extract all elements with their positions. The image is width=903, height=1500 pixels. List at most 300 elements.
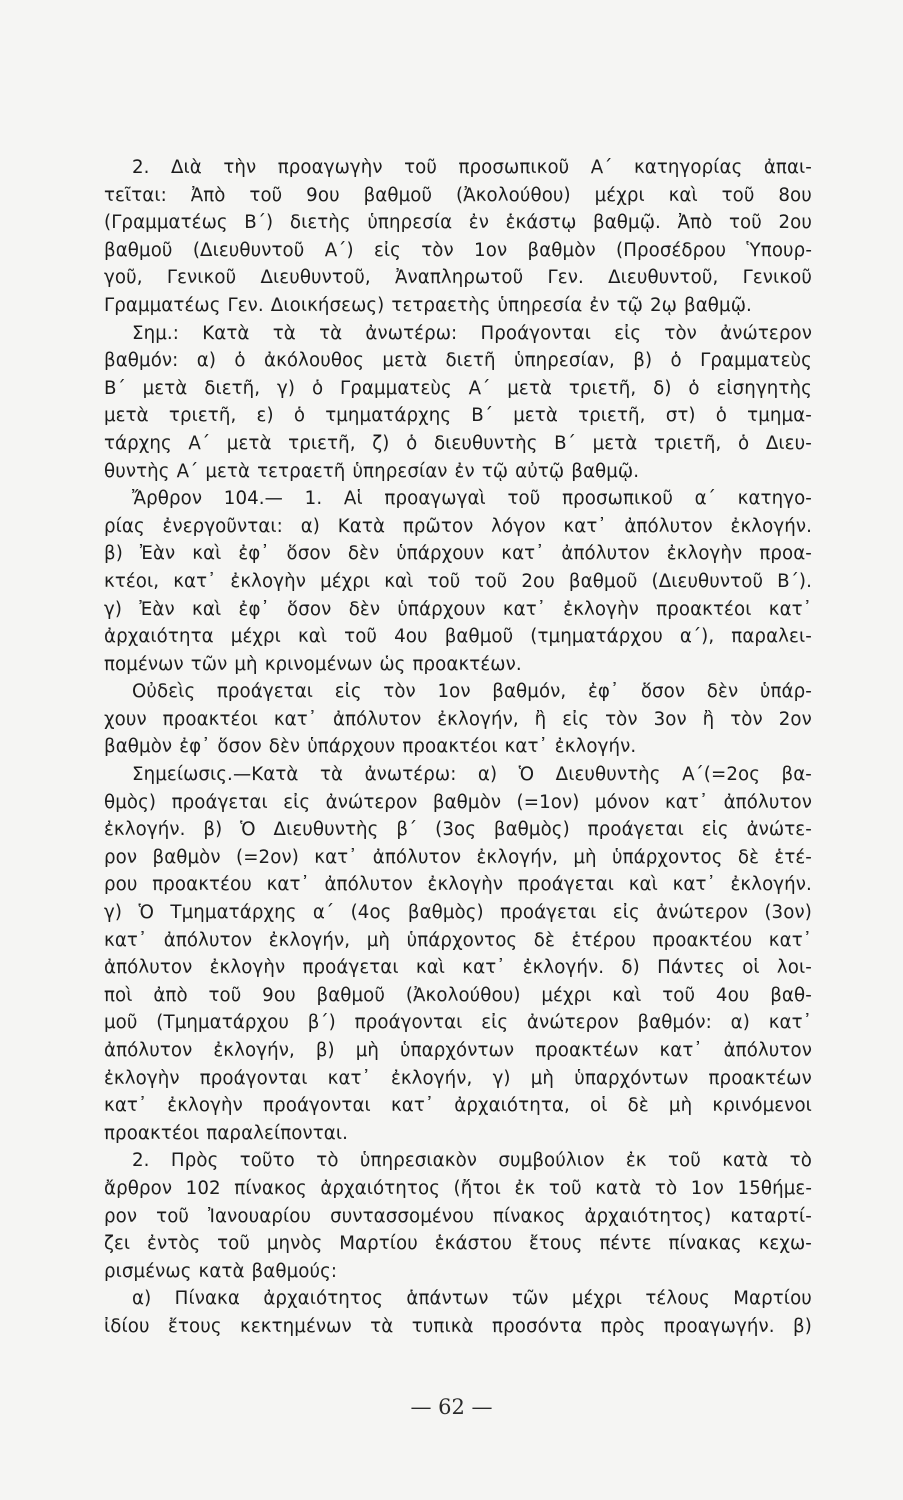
word: α) bbox=[477, 764, 498, 786]
page-number: — 62 — bbox=[410, 1395, 493, 1419]
word: τριετῆ, bbox=[288, 432, 356, 454]
word: πίνακος bbox=[234, 1177, 307, 1199]
word: Προάγονται bbox=[480, 322, 591, 344]
word: Τμηματάρχης bbox=[170, 902, 297, 924]
word: τὰ bbox=[272, 322, 296, 344]
word: ἑτέ- bbox=[774, 846, 812, 868]
text-line bbox=[104, 264, 812, 292]
word: τὸν bbox=[664, 322, 697, 344]
word: Ἀπὸ bbox=[190, 184, 226, 206]
word: ἢ bbox=[702, 708, 715, 730]
word: βαθμῷ. bbox=[684, 294, 752, 316]
word: α΄ bbox=[694, 488, 716, 510]
word: καταρτί- bbox=[730, 1205, 812, 1227]
word: Α΄) bbox=[324, 239, 354, 261]
word: τοῦ bbox=[404, 157, 438, 178]
word: τοῦ bbox=[474, 570, 508, 592]
word: τοῦ bbox=[721, 184, 755, 206]
word: (3ος bbox=[435, 819, 476, 841]
word: 102 bbox=[185, 1177, 221, 1199]
word: ὑπηρεσιακὸν bbox=[359, 1150, 478, 1172]
text-line bbox=[104, 1175, 812, 1203]
word: εἰς bbox=[373, 239, 401, 261]
word: συντασσομένου bbox=[330, 1205, 474, 1227]
text-line bbox=[104, 430, 812, 458]
word: πομένων bbox=[104, 653, 184, 675]
word: Κατὰ bbox=[202, 322, 250, 344]
word: (ἤτοι bbox=[453, 1177, 501, 1199]
word: διευθυντὴς bbox=[433, 432, 538, 454]
word: καὶ bbox=[612, 984, 642, 1006]
word: τὰ bbox=[370, 1315, 394, 1337]
word: τοῦ bbox=[217, 1233, 250, 1255]
word: προακτέοι bbox=[656, 598, 752, 620]
word: τῷ bbox=[616, 294, 643, 316]
word: ὅσον bbox=[217, 736, 262, 758]
word: κτέοι, bbox=[104, 570, 160, 592]
word: κατ᾿ bbox=[563, 515, 607, 537]
word: προακτέου bbox=[652, 929, 753, 951]
word: Ἐὰν bbox=[139, 598, 175, 620]
word: τριετῆ, bbox=[568, 377, 637, 399]
word: ὁ bbox=[234, 350, 246, 372]
word: τοῦ bbox=[156, 1205, 190, 1227]
word: οἱ bbox=[589, 1095, 608, 1117]
word: γ) bbox=[277, 377, 296, 399]
word: ἀρχαιότητα, bbox=[454, 1095, 570, 1117]
word: 1ον bbox=[690, 1177, 724, 1199]
word: ὅσον bbox=[287, 598, 332, 620]
word: κατ᾿ bbox=[664, 791, 709, 813]
word: δὲν bbox=[268, 736, 301, 758]
word: πρῶτον bbox=[402, 515, 474, 537]
word: β) bbox=[104, 543, 123, 565]
word: τὴν bbox=[223, 157, 257, 178]
word: ἀπόλυτον bbox=[163, 929, 253, 951]
word: μὴ bbox=[234, 653, 258, 675]
word: μετὰ bbox=[513, 405, 558, 427]
word: 2ῳ bbox=[650, 294, 678, 316]
word: δὲ bbox=[737, 846, 760, 868]
word: Ἰανουαρίου bbox=[208, 1205, 312, 1227]
word: Σημ.: bbox=[132, 322, 179, 344]
word: ὁ bbox=[293, 405, 306, 427]
word: βαθμοῦ bbox=[104, 239, 173, 261]
word: ἑτέρου bbox=[571, 929, 636, 951]
word: Α΄(=2ος bbox=[682, 764, 761, 786]
word: καὶ bbox=[192, 598, 222, 620]
word: ὑπηρεσίαν bbox=[352, 460, 448, 482]
word: προάγεται bbox=[587, 819, 684, 841]
word: (Διευθυντοῦ bbox=[192, 239, 305, 261]
word: βαθμόν: bbox=[104, 350, 179, 372]
word: παραλείπονται. bbox=[206, 1122, 349, 1144]
word: Διευθυντοῦ, bbox=[608, 267, 719, 289]
word: τὸν bbox=[730, 708, 763, 730]
word: 15θήμε- bbox=[737, 1177, 812, 1199]
text-line bbox=[104, 596, 812, 624]
word: ἢ bbox=[534, 708, 547, 730]
word: μετὰ bbox=[507, 377, 552, 399]
word: τὸ bbox=[789, 1150, 812, 1172]
word: βαθμοῦ bbox=[316, 984, 386, 1006]
word: διετῆ bbox=[445, 350, 496, 372]
word: κατ᾿ bbox=[502, 598, 546, 620]
word: ἐφ᾿ bbox=[179, 736, 211, 758]
word: τοῦ bbox=[507, 488, 541, 510]
text-line bbox=[104, 1147, 812, 1175]
word: Ὁ bbox=[240, 819, 256, 841]
word: ἀνώτερον bbox=[325, 791, 418, 813]
word: τὰ bbox=[319, 764, 344, 786]
word: α) bbox=[300, 515, 320, 537]
text-line bbox=[104, 209, 812, 237]
word: μοῦ bbox=[104, 1012, 138, 1034]
word: μόνον bbox=[594, 791, 650, 813]
word: (Διευθυντοῦ bbox=[651, 570, 764, 592]
text-line bbox=[104, 154, 812, 182]
word: ὑπηρεσία bbox=[497, 294, 583, 316]
text-line bbox=[104, 844, 812, 872]
word: προαγωγήν. bbox=[663, 1315, 775, 1337]
word: κατ᾿ bbox=[768, 929, 812, 951]
word: βαθμὸν bbox=[527, 239, 596, 261]
word: Μαρτίου bbox=[339, 1233, 418, 1255]
word: ἀνωτέρω: bbox=[364, 764, 457, 786]
word: μέχρι bbox=[320, 570, 371, 592]
word: ὑπηρεσίαν, bbox=[513, 350, 615, 372]
word: κατ᾿ bbox=[104, 929, 148, 951]
word: δὲ bbox=[627, 1095, 649, 1117]
word: ἰδίου bbox=[104, 1315, 150, 1337]
word: (Προσέδρου bbox=[616, 239, 727, 261]
word: βαθ- bbox=[770, 984, 812, 1006]
text-line bbox=[104, 375, 812, 403]
word: Μαρτίου bbox=[733, 1288, 812, 1310]
word: δ) bbox=[653, 377, 672, 399]
word: 2. bbox=[132, 1150, 150, 1172]
word: ἐκλογήν, bbox=[437, 708, 519, 730]
word: βαθμῷ. bbox=[593, 212, 661, 234]
word: Α΄ bbox=[176, 460, 199, 482]
word: εἰς bbox=[614, 322, 642, 344]
word: προσωπικοῦ bbox=[562, 488, 673, 510]
word: ἐκλογὴν bbox=[230, 570, 307, 592]
word: ὑπάρχοντος bbox=[611, 846, 723, 868]
word: ἀπόλυτον bbox=[561, 543, 650, 565]
word: Πρὸς bbox=[170, 1150, 219, 1172]
text-line bbox=[104, 402, 812, 430]
text-line bbox=[104, 237, 812, 265]
word: παραλει- bbox=[731, 626, 812, 648]
word: 8ου bbox=[778, 184, 812, 206]
word: γοῦ, bbox=[104, 267, 143, 289]
word: βαθμοῦ bbox=[568, 570, 638, 592]
word: ἀνώτερον bbox=[526, 1012, 619, 1034]
word: ἀνωτέρω: bbox=[365, 322, 458, 344]
word: ἑκάστου bbox=[434, 1233, 513, 1255]
word: ρου bbox=[104, 874, 138, 896]
word: Γραμματεὺς bbox=[700, 350, 812, 372]
word: ὁ bbox=[670, 350, 682, 372]
word: κρινομένων bbox=[264, 653, 373, 675]
word: καὶ bbox=[668, 184, 698, 206]
word: ἔτους bbox=[168, 1315, 222, 1337]
word: Γεν. bbox=[227, 294, 264, 316]
word: τοῦ bbox=[344, 626, 378, 648]
word: ζ) bbox=[372, 432, 390, 454]
word: ἐνεργοῦνται: bbox=[162, 515, 283, 537]
word: στ) bbox=[665, 405, 696, 427]
word: βαθμὸν bbox=[104, 736, 173, 758]
word: τῶν bbox=[190, 653, 228, 675]
word: Ὁ bbox=[138, 902, 154, 924]
word: Διευθυντὴς bbox=[555, 764, 661, 786]
word: ἀρχαιότητα bbox=[104, 626, 214, 648]
word: τετραετὴς bbox=[391, 294, 491, 316]
word: κατηγορίας bbox=[633, 157, 743, 178]
text-line bbox=[104, 982, 812, 1010]
word: προακτέοι bbox=[162, 708, 258, 730]
word: αὐτῷ bbox=[515, 460, 565, 482]
word: Ὁ bbox=[518, 764, 535, 786]
word: ἐκλογήν, bbox=[476, 846, 558, 868]
word: τὰ bbox=[319, 322, 343, 344]
word: κατ᾿ bbox=[273, 708, 318, 730]
word: καὶ bbox=[192, 543, 222, 565]
text-line bbox=[104, 1037, 812, 1065]
word: καὶ bbox=[384, 570, 414, 592]
word: κεκτημένων bbox=[240, 1315, 352, 1337]
word: βαθμόν, bbox=[492, 681, 567, 703]
word: (Ἀκολούθου) bbox=[455, 184, 571, 206]
word: 1ον bbox=[474, 239, 508, 261]
word: κατ᾿ bbox=[104, 1095, 148, 1117]
word: προακτέου bbox=[152, 874, 252, 896]
word: ἐκλογήν. bbox=[730, 515, 812, 537]
word: δὲν bbox=[348, 598, 381, 620]
word: ρον bbox=[104, 1205, 138, 1227]
word: α) bbox=[730, 1012, 750, 1034]
word: 104.— bbox=[223, 488, 283, 510]
word: ὁ bbox=[406, 432, 418, 454]
word: γ) bbox=[104, 902, 123, 924]
word: τὸν bbox=[383, 681, 416, 703]
word: Γενικοῦ bbox=[166, 267, 237, 289]
word: καὶ bbox=[297, 626, 328, 648]
word: ἀπὸ bbox=[153, 984, 188, 1006]
word: Ἀναπληρωτοῦ bbox=[394, 267, 524, 289]
word: βαθμὸς) bbox=[493, 819, 570, 841]
word: ἀρχαιότητος bbox=[320, 1177, 440, 1199]
word: ὑπάρχουν bbox=[397, 598, 486, 620]
word: προάγεται bbox=[500, 902, 597, 924]
word: 2ου bbox=[778, 212, 812, 234]
word: ἐκλογήν. bbox=[104, 819, 186, 841]
word: ὑπαρχόντων bbox=[399, 1040, 515, 1061]
word: ἀπαι- bbox=[763, 157, 812, 178]
word: β) bbox=[315, 1040, 335, 1061]
word: Αἱ bbox=[343, 488, 363, 510]
word: μὴ bbox=[573, 846, 597, 868]
word: πίνακας bbox=[668, 1233, 742, 1255]
word: Β΄ bbox=[554, 432, 576, 454]
text-line bbox=[104, 733, 812, 761]
word: Διὰ bbox=[171, 157, 202, 178]
word: (4ος bbox=[350, 902, 392, 924]
word: ἐκ bbox=[514, 1177, 536, 1199]
text-line bbox=[104, 706, 812, 734]
word: μετὰ bbox=[205, 460, 251, 482]
word: ἀνώτερον bbox=[720, 322, 812, 344]
word: ἐκλογήν, bbox=[213, 1040, 295, 1061]
word: προσωπικοῦ bbox=[458, 157, 570, 178]
word: ἀνώτε- bbox=[746, 819, 812, 841]
word: δὲν bbox=[347, 543, 380, 565]
word: ἐκλογήν. bbox=[554, 736, 637, 758]
text-line bbox=[104, 1092, 812, 1120]
word: Α΄ bbox=[590, 157, 613, 178]
word: τριετῆ, bbox=[578, 405, 646, 427]
word: τοῦ bbox=[249, 184, 283, 206]
word: Διοικήσεως) bbox=[270, 294, 385, 316]
word: ὁ bbox=[715, 405, 727, 427]
text-line bbox=[104, 623, 812, 651]
word: τυπικὰ bbox=[411, 1315, 474, 1337]
word: προάγεται bbox=[171, 791, 268, 813]
word: βαθμοῦ bbox=[444, 626, 514, 648]
word: Πίνακα bbox=[174, 1288, 240, 1310]
word: μέχρι bbox=[571, 1288, 622, 1310]
text-line bbox=[104, 1065, 812, 1093]
word: τὸ bbox=[316, 1150, 339, 1172]
word: ἐκλογὴν bbox=[167, 1095, 243, 1117]
word: προαγωγὴν bbox=[277, 157, 383, 178]
word: (Τμηματάρχου bbox=[156, 1012, 290, 1034]
word: τὸν bbox=[421, 239, 454, 261]
word: πρὸς bbox=[600, 1315, 646, 1337]
word: ἐντὸς bbox=[147, 1233, 201, 1255]
word: μετὰ bbox=[592, 432, 638, 454]
word: μὴ bbox=[530, 1067, 555, 1089]
word: πέντε bbox=[599, 1233, 652, 1255]
word: τοῦ bbox=[208, 984, 242, 1006]
word: ὑπάρχοντος bbox=[406, 929, 518, 951]
word: τοῦ bbox=[427, 570, 461, 592]
word: προα- bbox=[759, 543, 812, 565]
word: κατὰ bbox=[198, 1260, 245, 1282]
word: ὑπηρεσία bbox=[367, 212, 453, 234]
word: Ὑπουρ- bbox=[746, 239, 812, 261]
word: Β΄). bbox=[777, 570, 812, 592]
word: 9ου bbox=[306, 184, 340, 206]
word: ἐκλογὴν bbox=[427, 874, 504, 896]
word: ἐκλογήν, bbox=[390, 1067, 473, 1089]
word: 1. bbox=[304, 488, 323, 510]
word: βαθμὸς) bbox=[407, 902, 484, 924]
word: ἐφ᾿ bbox=[587, 681, 620, 703]
word: ποὶ bbox=[104, 984, 133, 1006]
word: τριετῆ, bbox=[653, 432, 722, 454]
word: α) bbox=[196, 350, 217, 372]
word: Διευθυντοῦ, bbox=[260, 267, 371, 289]
word: τάρχης bbox=[104, 432, 172, 454]
word: ἐκ bbox=[625, 1150, 647, 1172]
word: ἀπόλυτον bbox=[324, 874, 413, 896]
text-line bbox=[104, 899, 812, 927]
word: Διευ- bbox=[765, 432, 812, 454]
word: Οὐδεὶς bbox=[132, 681, 196, 703]
word: καὶ bbox=[628, 874, 658, 896]
word: κατ᾿ bbox=[390, 1095, 435, 1117]
word: 3ον bbox=[653, 708, 687, 730]
word: ὑπάρ- bbox=[759, 681, 812, 703]
word: κατηγο- bbox=[737, 488, 812, 510]
text-line bbox=[104, 871, 812, 899]
word: συμβούλιον bbox=[498, 1150, 605, 1172]
word: ἀπόλυτον bbox=[372, 846, 462, 868]
word: εἰς bbox=[701, 819, 729, 841]
word: ὑπαρχόντων bbox=[574, 1067, 689, 1089]
word: κατ᾿ bbox=[768, 598, 812, 620]
word: Πάντες bbox=[657, 957, 725, 979]
word: ὁ bbox=[738, 432, 750, 454]
word: κατ᾿ bbox=[314, 846, 358, 868]
word: ὑπάρχουν bbox=[307, 736, 396, 758]
word: τετραετῆ bbox=[257, 460, 346, 482]
word: ἐκλογήν, bbox=[268, 929, 351, 951]
word: τοῦ bbox=[667, 1150, 701, 1172]
word: προάγεται bbox=[216, 681, 314, 703]
word: τῶν bbox=[511, 1288, 549, 1310]
word: ἐν bbox=[468, 212, 489, 234]
word: ὁ bbox=[688, 377, 700, 399]
word: (Ἀκολούθου) bbox=[405, 984, 521, 1006]
word: κατ᾿ bbox=[173, 570, 217, 592]
text-line bbox=[104, 1258, 812, 1286]
word: προάγονται bbox=[263, 1095, 371, 1117]
word: προαγωγαὶ bbox=[384, 488, 486, 510]
word: τὸν bbox=[605, 708, 638, 730]
word: 2. bbox=[132, 157, 150, 178]
word: κατὰ bbox=[595, 1177, 642, 1199]
word: μετὰ bbox=[104, 405, 149, 427]
word: β) bbox=[793, 1315, 812, 1337]
word: τμημα- bbox=[747, 405, 812, 427]
word: 2ον bbox=[778, 708, 812, 730]
word: 9ου bbox=[262, 984, 296, 1006]
word: ἁπάντων bbox=[406, 1288, 489, 1310]
word: ἀπόλυτον bbox=[624, 515, 713, 537]
word: (=1ον) bbox=[516, 791, 580, 813]
word: εἰς bbox=[481, 1012, 509, 1034]
word: δὲν bbox=[706, 681, 739, 703]
word: προάγονται bbox=[199, 1067, 308, 1089]
word: Διευθυντὴς bbox=[273, 819, 379, 841]
word: 4ου bbox=[715, 984, 750, 1006]
word: β) bbox=[633, 350, 653, 372]
word: τοῦτο bbox=[239, 1150, 295, 1172]
word: Β΄ bbox=[104, 377, 126, 399]
word: βα- bbox=[781, 764, 812, 786]
word: λοι- bbox=[776, 957, 812, 979]
word: κεχω- bbox=[758, 1233, 812, 1255]
text-line bbox=[104, 1285, 812, 1313]
word: μὴ bbox=[366, 929, 391, 951]
word: Ἄρθρον bbox=[132, 488, 203, 510]
word: πίνακος bbox=[492, 1205, 566, 1227]
word: προακτέων. bbox=[412, 653, 522, 675]
